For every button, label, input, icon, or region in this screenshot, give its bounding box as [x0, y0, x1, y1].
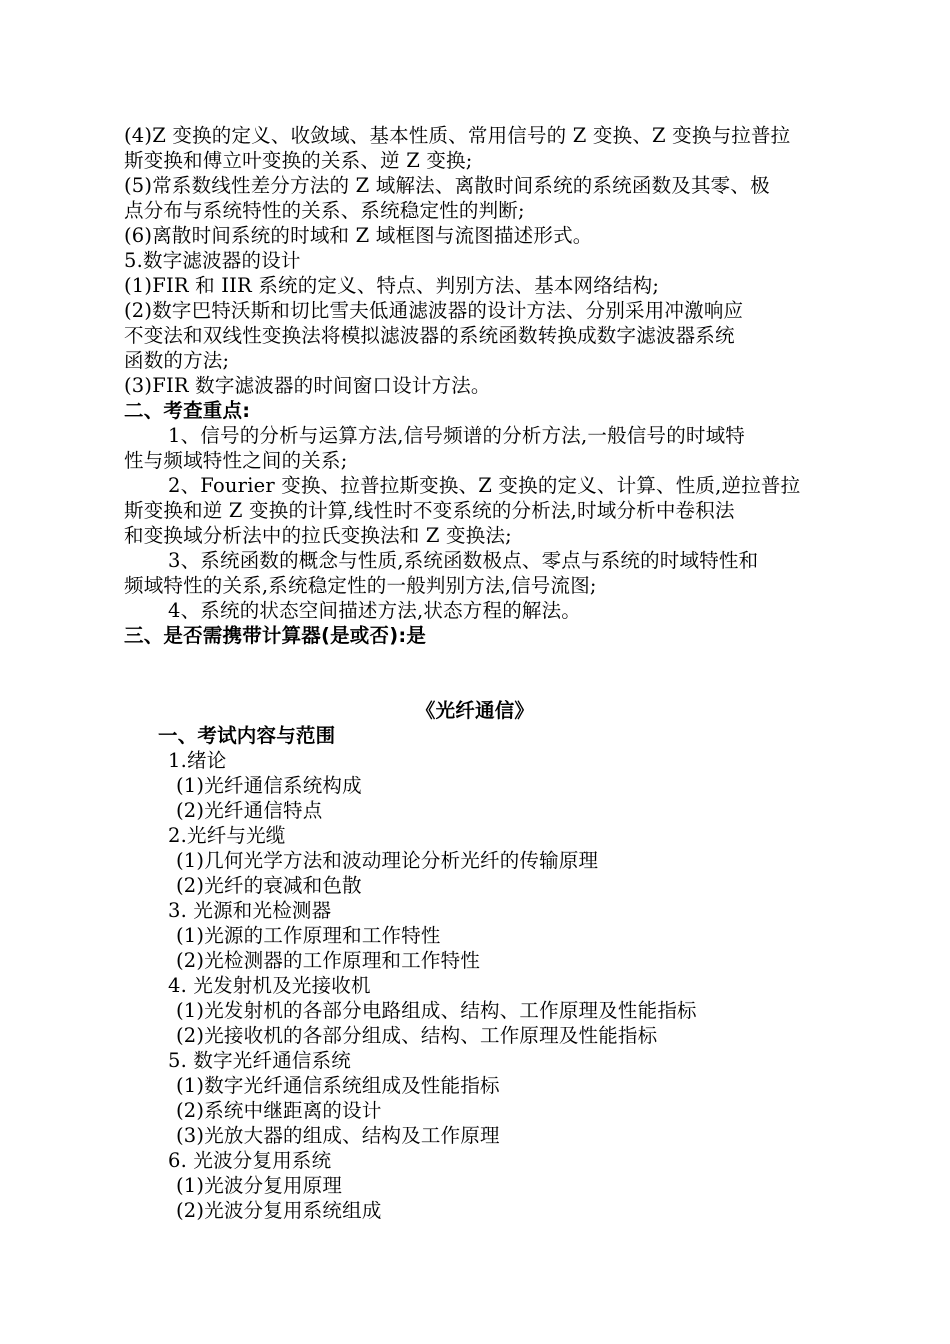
body-line: (2)数字巴特沃斯和切比雪夫低通滤波器的设计方法、分别采用冲激响应 — [124, 299, 744, 322]
body-line: 5.数字滤波器的设计 — [124, 249, 301, 272]
course-section-heading: 一、考试内容与范围 — [158, 724, 336, 747]
body-line: (5)常系数线性差分方法的 Z 域解法、离散时间系统的系统函数及其零、极 — [124, 174, 770, 197]
outline-subitem: (2)光接收机的各部分组成、结构、工作原理及性能指标 — [176, 1024, 658, 1047]
focus-line: 3、系统函数的概念与性质,系统函数极点、零点与系统的时域特性和 — [168, 549, 759, 572]
outline-subitem: (2)光纤的衰减和色散 — [176, 874, 362, 897]
body-line: 斯变换和傅立叶变换的关系、逆 Z 变换; — [124, 149, 473, 172]
outline-subitem: (1)数字光纤通信系统组成及性能指标 — [176, 1074, 500, 1097]
body-line: (4)Z 变换的定义、收敛域、基本性质、常用信号的 Z 变换、Z 变换与拉普拉 — [124, 124, 791, 147]
outline-subitem: (3)光放大器的组成、结构及工作原理 — [176, 1124, 500, 1147]
outline-subitem: (1)几何光学方法和波动理论分析光纤的传输原理 — [176, 849, 599, 872]
body-line: 不变法和双线性变换法将模拟滤波器的系统函数转换成数字滤波器系统 — [124, 324, 735, 347]
outline-subitem: (1)光纤通信系统构成 — [176, 774, 362, 797]
body-line: (1)FIR 和 IIR 系统的定义、特点、判别方法、基本网络结构; — [124, 274, 660, 297]
outline-subitem: (1)光发射机的各部分电路组成、结构、工作原理及性能指标 — [176, 999, 697, 1022]
outline-item: 5. 数字光纤通信系统 — [168, 1049, 352, 1072]
focus-line: 频域特性的关系,系统稳定性的一般判别方法,信号流图; — [124, 574, 597, 597]
focus-line: 4、系统的状态空间描述方法,状态方程的解法。 — [168, 599, 582, 622]
outline-subitem: (2)光纤通信特点 — [176, 799, 323, 822]
body-line: 函数的方法; — [124, 349, 230, 372]
focus-line: 和变换域分析法中的拉氏变换法和 Z 变换法; — [124, 524, 512, 547]
outline-item: 1.绪论 — [168, 749, 227, 772]
outline-subitem: (2)光检测器的工作原理和工作特性 — [176, 949, 481, 972]
outline-subitem: (1)光源的工作原理和工作特性 — [176, 924, 441, 947]
outline-item: 3. 光源和光检测器 — [168, 899, 332, 922]
focus-line: 斯变换和逆 Z 变换的计算,线性时不变系统的分析法,时域分析中卷积法 — [124, 499, 735, 522]
outline-subitem: (2)光波分复用系统组成 — [176, 1199, 382, 1222]
outline-subitem: (2)系统中继距离的设计 — [176, 1099, 382, 1122]
body-line: (3)FIR 数字滤波器的时间窗口设计方法。 — [124, 374, 491, 397]
outline-item: 2.光纤与光缆 — [168, 824, 286, 847]
body-line: 点分布与系统特性的关系、系统稳定性的判断; — [124, 199, 525, 222]
outline-item: 4. 光发射机及光接收机 — [168, 974, 371, 997]
focus-line: 2、Fourier 变换、拉普拉斯变换、Z 变换的定义、计算、性质,逆拉普拉 — [168, 474, 801, 497]
outline-item: 6. 光波分复用系统 — [168, 1149, 332, 1172]
focus-line: 性与频域特性之间的关系; — [124, 449, 348, 472]
outline-subitem: (1)光波分复用原理 — [176, 1174, 343, 1197]
focus-line: 1、信号的分析与运算方法,信号频谱的分析方法,一般信号的时域特 — [168, 424, 746, 447]
body-line: (6)离散时间系统的时域和 Z 域框图与流图描述形式。 — [124, 224, 593, 247]
section-heading: 二、考查重点: — [124, 399, 251, 422]
course-title: 《光纤通信》 — [415, 699, 535, 722]
section-heading: 三、是否需携带计算器(是或否):是 — [124, 624, 427, 647]
